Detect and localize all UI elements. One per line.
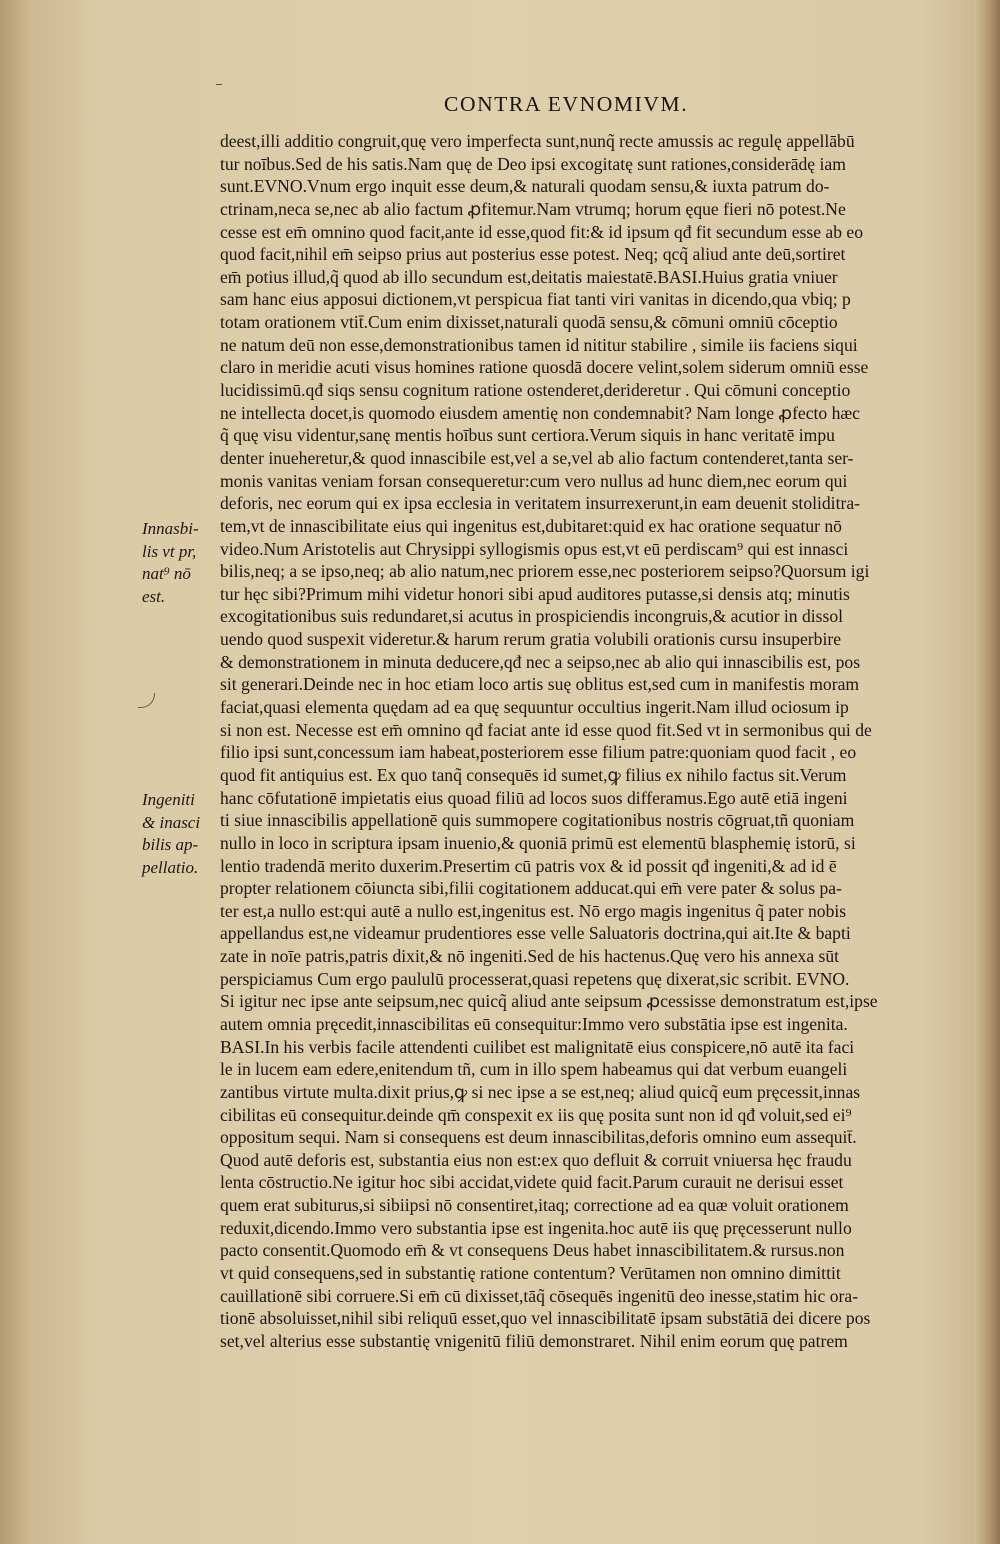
margin-note-line: bilis ap- — [142, 835, 199, 855]
show-through-text — [110, 168, 115, 196]
running-head: CONTRA EVNOMIVM. — [444, 92, 689, 116]
text-line: video.Num Aristotelis aut Chrysippi syllogismis opus est,vt eū perdiscam⁹ qui est innasci — [220, 538, 849, 559]
text-line: Quod autē deforis est, substantia eius non est:ex quo defluit & corruit vniuersa hęc fraudu — [220, 1149, 852, 1170]
text-line: sit generari.Deinde nec in hoc etiam loco artis suę oblitus est,sed cum in manifestis moram — [220, 674, 860, 695]
text-line: bilis,neq; a se ipso,neq; ab alio natum,nec priorem esse,nec posteriorem seipso?Quorsum igi — [220, 561, 870, 582]
text-line: hanc cōfutationē impietatis eius quoad filiū ad locos suos differamus.Ego autē etiā ingeni — [220, 787, 848, 808]
text-line: deforis, nec eorum qui ex ipsa ecclesia in veritatem insurrexerunt,in eam deuenit stoliditra- — [220, 493, 860, 514]
margin-note-line: Ingeniti — [142, 790, 195, 809]
text-line: em̄ potius illud,q̃ quod ab illo secundum est,deitatis maiestatē.BASI.Huius gratia vniuer — [220, 266, 838, 287]
text-line: tem,vt de innascibilitate eius qui ingenitus est,dubitaret:quid ex hac oratione sequatur nō — [220, 515, 842, 536]
margin-ink-stroke — [138, 693, 155, 708]
text-line: q̃ quę visu videntur,sanę mentis hoībus sunt certiora.Verum siquis in hanc veritatē impu — [220, 425, 835, 446]
body-text — [220, 130, 955, 1353]
text-line: cauillationē sibi corruere.Si em̄ cū dixisset,tāq̃ cōsequēs ingenitū deo inesse,statim hic ora- — [220, 1285, 859, 1306]
text-line: uendo quod suspexit videretur.& harum rerum gratia volubili orationis cursu insuperbire — [220, 629, 842, 650]
text-line: quod fit antiquius est. Ex quo tanq̃ consequēs id sumet,ꝙ filius ex nihilo factus sit.Verum — [220, 764, 847, 785]
text-line: appellandus est,ne videamur prudentiores esse velle Saluatoris doctrina,qui ait.Ite & bapti — [220, 923, 851, 944]
text-line: & demonstrationem in minuta deducere,qđ nec a seipso,nec ab alio qui innascibilis est, pos — [220, 651, 861, 672]
page-edge-shadow — [974, 0, 1000, 1544]
text-line: denter inueheretur,& quod innascibile est,vel a se,vel ab alio factum contenderet,tanta ser- — [220, 447, 854, 468]
text-line: nullo in loco in scriptura ipsam inuenio,& quoniā primū est elementū blasphemię istorū, si — [220, 832, 856, 853]
text-line: si non est. Necesse est em̄ omnino qđ faciat ante id esse quod fit.Sed vt in sermonibus qui de — [220, 719, 872, 740]
text-line: set,vel alterius esse substantię vnigenitū filiū demonstraret. Nihil enim eorum quę patrem — [220, 1330, 848, 1351]
margin-note-innascibilis — [142, 518, 220, 608]
text-line: pacto consentit.Quomodo em̄ & vt consequens Deus habet innascibilitatem.& rursus.non — [220, 1240, 845, 1261]
text-line: totam orationem vtit̄.Cum enim dixisset,naturali quodā sensu,& cōmuni omniū cōceptio — [220, 312, 838, 333]
text-line: excogitationibus suis redundaret,si acutus in prospiciendis incongruis,& acutior in dissol — [220, 606, 844, 627]
text-line: deest,illi additio congruit,quę vero imperfecta sunt,nunq̃ recte amussis ac regulę appellābū — [220, 131, 855, 151]
text-line: ti siue innascibilis appellationē quis summopere cogitationibus nostris cōgruat,tñ quoniam — [220, 810, 855, 831]
margin-note-line: lis vt pr, — [142, 541, 197, 561]
text-line: cesse est em̄ omnino quod facit,ante id esse,quod fit:& id ipsum qđ fit secundum esse ab eo — [220, 221, 864, 242]
text-line: filio ipsi sunt,concessum iam habeat,posteriorem esse filium patre:quoniam quod facit , eo — [220, 742, 857, 763]
text-line: BASI.In his verbis facile attendenti cuilibet est malignitatē eius conspicere,nō autē ita faci — [220, 1036, 855, 1057]
margin-note-line: est. — [142, 586, 166, 606]
margin-note-line: & inasci — [142, 812, 201, 832]
margin-note-line: nat⁹ nō — [142, 564, 191, 584]
text-line: sam hanc eius apposui dictionem,vt perspicua fiat tanti viri vanitas in dicendo,qua vbiq; p — [220, 289, 851, 310]
text-line: vt quid consequens,sed in substantię ratione contentum? Verūtamen non omnino dimittit — [220, 1263, 841, 1284]
text-line: quem erat subiturus,si sibiipsi nō consentiret,itaq; correctione ad ea quæ voluit orationem — [220, 1195, 849, 1216]
text-line: autem omnia pręcedit,innascibilitas eū consequitur:Immo vero substātia ipse est ingenita. — [220, 1013, 848, 1034]
margin-note-line: pellatio. — [142, 857, 199, 877]
text-line: quod facit,nihil em̄ seipso prius aut posterius esse potest. Neq; qcq̃ aliud ante deū,sortiret — [220, 244, 846, 265]
text-line: ne natum deū non esse,demonstrationibus tamen id nititur stabilire , simile iis faciens siqui — [220, 334, 858, 355]
text-line: lenta cōstructio.Ne igitur hoc sibi accidat,videte quid facit.Parum curauit ne derisui esset — [220, 1172, 844, 1193]
text-line: cibilitas eū consequitur.deinde qm̄ conspexit ex iis quę posita sunt non id qđ voluit,sed ei⁹ — [220, 1104, 852, 1125]
text-line: zantibus virtute multa.dixit prius,ꝙ si nec ipse a se est,neq; aliud quicq̃ eum pręcessit,innas — [220, 1081, 861, 1102]
text-line: ne intellecta docet,is quomodo eiusdem amentię non condemnabit? Nam longe ꝓfecto hæc — [220, 402, 860, 423]
margin-note-ingeniti — [142, 789, 220, 879]
text-line: faciat,quasi elementa quędam ad ea quę sequuntur occultius ingerit.Nam illud ociosum ip — [220, 697, 849, 718]
text-line: oppositum sequi. Nam si consequens est deum innascibilitas,deforis omnino eum assequit̄. — [220, 1127, 857, 1148]
text-line: reduxit,dicendo.Immo vero substantia ipse est ingenita.hoc autē iis quę pręcesserunt nullo — [220, 1217, 852, 1238]
text-line: tionē absoluisset,nihil sibi reliquū esset,quo vel innascibilitatē ipsam substātiā dei dicere pos — [220, 1308, 871, 1329]
text-line: propter relationem cōiuncta sibi,filii cogitationem adducat.qui em̄ vere pater & solus pa- — [220, 878, 842, 899]
text-line: le in lucem eam edere,enitendum tñ, cum in illo spem habeamus qui dat verbum euangeli — [220, 1059, 848, 1080]
text-line: tur noībus.Sed de his satis.Nam quę de Deo ipsi excogitatę sunt rationes,considerādę iam — [220, 153, 846, 174]
text-line: zate in noīe patris,patris dixit,& nō ingeniti.Sed de his hactenus.Quę vero his annexa sūt — [220, 946, 840, 967]
text-line: ter est,a nullo est:qui autē a nullo est,ingenitus est. Nō ergo magis ingenitus q̃ pater nobis — [220, 900, 847, 921]
text-line: tur hęc sibi?Primum mihi videtur honori sibi apud auditores putasse,si densis atq; minutis — [220, 583, 850, 604]
text-line: perspiciamus Cum ergo paululū processerat,quasi repetens quę dixerat,sic scribit. EVNO. — [220, 968, 850, 989]
text-line: monis vanitas veniam forsan consequeretur:cum vero nullus ad hunc diem,nec eorum qui — [220, 470, 848, 491]
text-line: claro in meridie acuti visus homines ratione quosdā docere velint,solem siderum omniū esse — [220, 357, 869, 378]
text-line: lentio tradendā merito duxerim.Presertim cū patris vox & id possit qđ ingeniti,& ad id ē — [220, 855, 837, 876]
text-line: sunt.EVNO.Vnum ergo inquit esse deum,& naturali quodam sensu,& iuxta patrum do- — [220, 176, 830, 197]
margin-note-line: Innasbi- — [142, 519, 199, 538]
ink-mark — [216, 84, 222, 85]
text-line: lucidissimū.qđ siqs sensu cognitum ratione ostenderet,derideretur . Qui cōmuni conceptio — [220, 380, 851, 401]
text-line: Si igitur nec ipse ante seipsum,nec quicq̃ aliud ante seipsum ꝓcessisse demonstratum est,ipse — [220, 991, 878, 1012]
text-line: ctrinam,neca se,nec ab alio factum ꝓfitemur.Nam vtrumq; horum ęque fieri nō potest.Ne — [220, 198, 846, 219]
